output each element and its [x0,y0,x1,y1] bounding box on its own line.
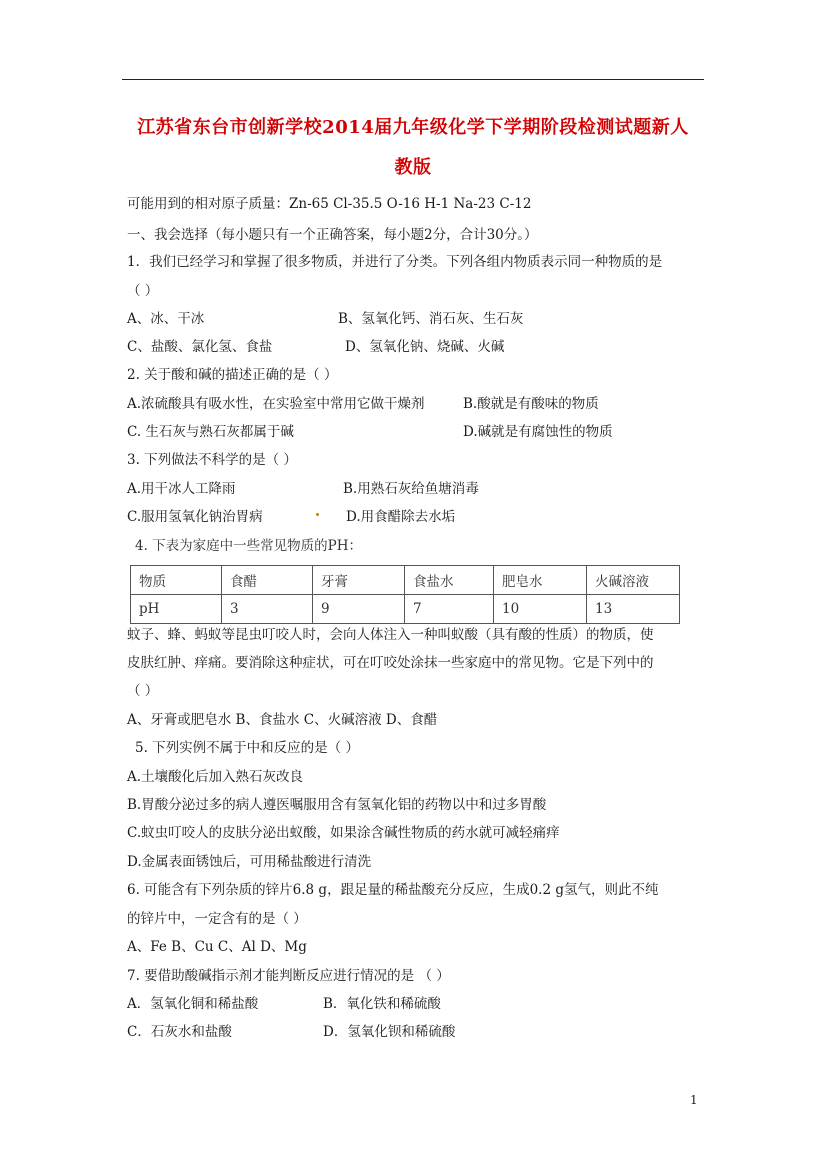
q1-option-d: D、氢氧化钠、烧碱、火碱 [345,339,505,355]
q5-stem: 5. 下列实例不属于中和反应的是（ ） [135,740,359,756]
q1-option-c: C、盐酸、氯化氢、食盐 [127,339,273,355]
q4-blank: （ ） [127,683,159,699]
q3-option-b: B.用熟石灰给鱼塘消毒 [343,481,479,497]
q5-option-b: B.胃酸分泌过多的病人遵医嘱服用含有氢氧化铝的药物以中和过多胃酸 [127,797,547,813]
q1-option-a: A、冰、干冰 [127,311,205,327]
q7-option-b: B．氧化铁和稀硫酸 [323,996,441,1012]
q7-option-a: A．氢氧化铜和稀盐酸 [127,996,259,1012]
q4-text-1: 蚊子、蜂、蚂蚁等昆虫叮咬人时，会向人体注入一种叫蚁酸（具有酸的性质）的物质，使 [127,627,654,643]
q3-stem: 3. 下列做法不科学的是（ ） [127,452,297,468]
q5-option-c: C.蚊虫叮咬人的皮肤分泌出蚁酸，如果涂含碱性物质的药水就可减轻痛痒 [127,825,560,841]
q3-option-c: C.服用氢氧化钠治胃病 [127,509,263,525]
q1-option-b: B、氢氧化钙、消石灰、生石灰 [338,311,524,327]
page-number: 1 [690,1093,698,1107]
table-cell: 物质 [131,566,222,595]
ph-table [130,565,680,624]
table-cell: 7 [405,595,494,624]
table-cell: 牙膏 [313,566,405,595]
table-cell: 食醋 [222,566,313,595]
q5-option-a: A.土壤酸化后加入熟石灰改良 [127,769,304,785]
table-cell: 肥皂水 [494,566,587,595]
q1-blank: （ ） [127,283,159,299]
q2-option-b: B.酸就是有酸味的物质 [463,396,599,412]
table-row [131,566,680,595]
q7-option-c: C．石灰水和盐酸 [127,1024,232,1040]
q3-option-d: D.用食醋除去水垢 [346,509,456,525]
table-cell: pH [131,595,222,624]
title-line-2: 教版 [394,157,432,178]
q2-option-d: D.碱就是有腐蚀性的物质 [463,424,613,440]
table-cell: 火碱溶液 [587,566,680,595]
q7-stem: 7. 要借助酸碱指示剂才能判断反应进行情况的是 （ ） [127,968,450,984]
table-cell: 食盐水 [405,566,494,595]
q4-options: A、牙膏或肥皂水 B、食盐水 C、火碱溶液 D、食醋 [127,712,438,728]
section-1-header: 一、我会选择（每小题只有一个正确答案，每小题2分，合计30分。） [127,227,538,243]
table-row [131,595,680,624]
q2-stem: 2. 关于酸和碱的描述正确的是（ ） [127,367,338,383]
q6-options: A、Fe B、Cu C、Al D、Mg [127,939,307,955]
q2-option-a: A.浓硫酸具有吸水性，在实验室中常用它做干燥剂 [127,396,425,412]
q6-stem-2: 的锌片中，一定含有的是（ ） [127,911,307,927]
table-cell: 13 [587,595,680,624]
q4-stem: 4. 下表为家庭中一些常见物质的PH： [135,538,363,554]
header-rule [122,79,704,80]
table-cell: 10 [494,595,587,624]
table-cell: 3 [222,595,313,624]
table-cell: 9 [313,595,405,624]
q3-option-a: A.用干冰人工降雨 [127,481,236,497]
q2-option-c: C. 生石灰与熟石灰都属于碱 [127,424,294,440]
q7-option-d: D．氢氧化钡和稀硫酸 [323,1024,456,1040]
q1-stem: 1．我们已经学习和掌握了很多物质，并进行了分类。下列各组内物质表示同一种物质的是 [127,254,663,270]
q5-option-d: D.金属表面锈蚀后，可用稀盐酸进行清洗 [127,854,372,870]
q6-stem: 6. 可能含有下列杂质的锌片6.8 g，跟足量的稀盐酸充分反应，生成0.2 g氢气，则此不纯 [127,882,659,898]
stray-dot [316,513,319,516]
atomic-masses: 可能用到的相对原子质量：Zn-65 Cl-35.5 O-16 H-1 Na-23 C-12 [127,196,532,212]
title-line-1: 江苏省东台市创新学校2014届九年级化学下学期阶段检测试题新人 [137,117,689,138]
q4-text-2: 皮肤红肿、痒痛。要消除这种症状，可在叮咬处涂抹一些家庭中的常见物。它是下列中的 [127,655,654,671]
